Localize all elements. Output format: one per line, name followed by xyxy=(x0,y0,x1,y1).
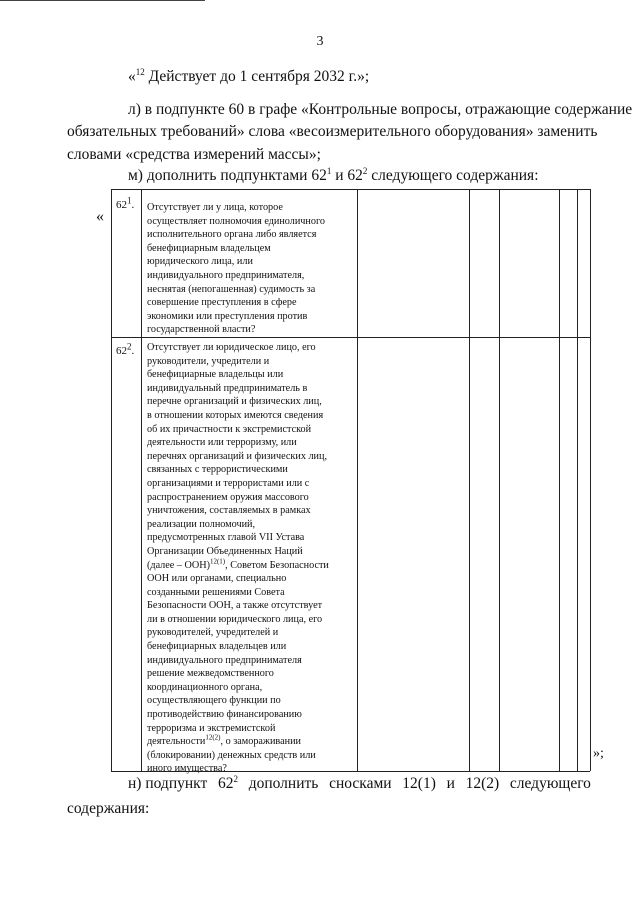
paragraph-l-line-2: обязательных требований» слова «весоизмерительного оборудования» заменить xyxy=(67,123,598,140)
control-question-text: Отсутствует ли юридическое лицо, его руководители, учредители и бенефициарные владельцы или индивидуальный предприниматель в перечне организаций и физических лиц, в отношении которых имеются сведения об их причастности к экстремистской деятельности или терроризму, или перечнях организаций и физических лиц, связанных с террористическими организациями и террористами или с распространением оружия массового уничтожения, составляемых в рамках реализации полномочий, предусмотренных главой VII Устава Организации Объединенных Наций (далее – ООН)$^{12(1)}$, Советом Безопасности ООН или органами, специально созданными решениями Совета Безопасности ООН, а также отсутствует ли в отношении юридического лица, его руководителей, учредителей и бенефициарных владельцев или индивидуального предпринимателя решение межведомственного координационного органа, осуществляющего функции по противодействию финансированию терроризма и экстремистской деятельности$^{12(2)}$, о замораживании (блокировании) денежных средств или иного имущества? xyxy=(147,342,329,775)
paragraph-l-line-3: словами «средства измерений массы»; xyxy=(67,146,321,163)
row-number: $62^2$. xyxy=(116,341,135,357)
control-question-text: Отсутствует ли у лица, которое осуществляет полномочия единоличного исполнительного органа либо является бенефициарным владельцем юридического лица, или индивидуального предпринимателя, неснятая (непогашенная) судимость за совершение преступления в сфере экономики или преступления против государственной власти? xyxy=(147,202,325,336)
row-number: $62^1$. xyxy=(116,195,135,211)
paragraph-m: м) дополнить подпунктами $62^1$ и $62^2$ следующего содержания: xyxy=(128,165,539,184)
requirements-table xyxy=(111,189,590,775)
table-open-quote: « xyxy=(96,208,104,225)
table-close-quote: »; xyxy=(593,746,604,761)
page-number: 3 xyxy=(316,34,324,49)
paragraph-n: н) подпункт $62^2$ дополнить сносками 12(1) и 12(2) следующего xyxy=(128,773,591,792)
paragraph-l-line-1: л) в подпункте 60 в графе «Контрольные вопросы, отражающие содержание xyxy=(128,101,633,118)
footnote-line: «$^{12}$ Действует до 1 сентября 2032 г.»; xyxy=(128,66,370,85)
paragraph-n-continuation: содержания: xyxy=(67,800,150,817)
top-rule xyxy=(0,0,205,1)
